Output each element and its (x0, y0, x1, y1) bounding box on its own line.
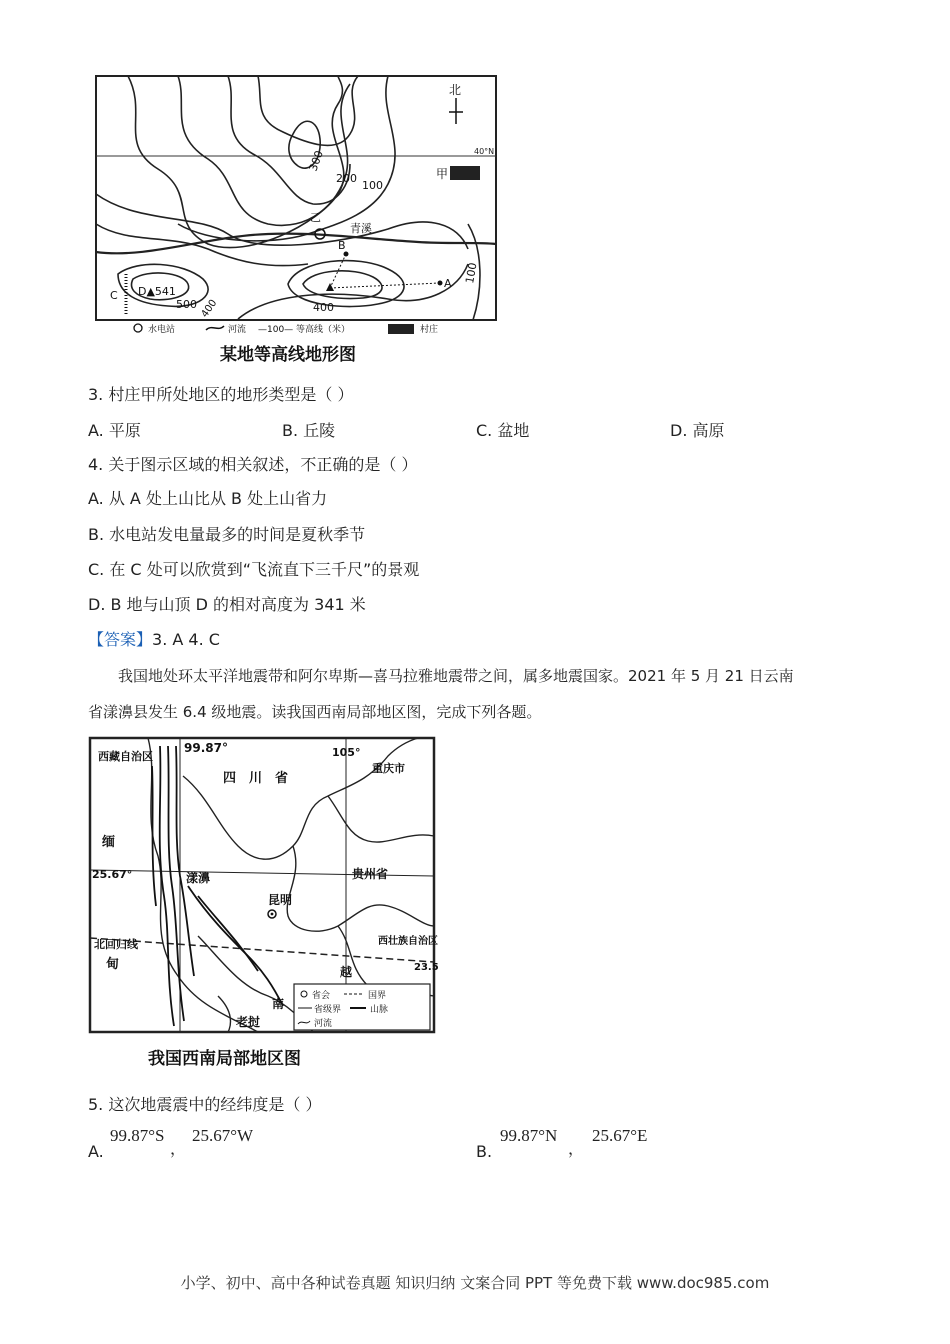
peak-icon (326, 283, 334, 291)
legend-contour: —100— 等高线（米） (258, 325, 351, 334)
answer-tag: 【答案】 (88, 630, 153, 649)
contour-label: 100 (463, 261, 480, 285)
point-a-label: A (444, 277, 452, 290)
label-tropic: 北回归线 (94, 938, 138, 951)
legend-village: 村庄 (420, 325, 439, 334)
label-lat-23: 23.5 (414, 962, 439, 973)
q3-option-c[interactable]: C. 盆地 (476, 421, 530, 440)
legend-capital: 省会 (312, 991, 331, 1001)
contour-label: 400 (313, 301, 334, 314)
village-label: 甲 (436, 167, 449, 181)
q3-stem: 3. 村庄甲所处地区的地形类型是（ ） (88, 385, 354, 404)
q4-option-c[interactable]: C. 在 C 处可以欣赏到“飞流直下三千尺”的景观 (88, 560, 420, 579)
label-myanmar-1: 缅 (102, 835, 116, 850)
map1-caption: 某地等高线地形图 (220, 345, 356, 365)
q5-option-b-comma: ， (568, 1141, 585, 1158)
contour-label: 100 (362, 179, 383, 192)
page-footer: 小学、初中、高中各种试卷真题 知识归纳 文案合同 PPT 等免费下载 www.doc985.com (180, 1274, 770, 1292)
contour-label: 300 (306, 148, 327, 174)
q5-option-a-letter[interactable]: A. (88, 1142, 104, 1161)
q5-option-a-value-2: 25.67°W (192, 1126, 254, 1145)
q4-option-d[interactable]: D. B 地与山顶 D 的相对高度为 341 米 (88, 595, 366, 614)
label-laos: 老挝 (236, 1015, 261, 1029)
legend-hydro-icon (134, 324, 142, 332)
q5-option-a-value-1: 99.87°S (110, 1126, 165, 1145)
label-guangxi: 西壮族自治区 (378, 936, 438, 947)
q3-option-d[interactable]: D. 高原 (670, 421, 725, 440)
answer-text: 3. A 4. C (152, 630, 220, 649)
label-chongqing: 重庆市 (372, 762, 405, 775)
contour-label: 400 (199, 297, 220, 320)
legend-river-2: 河流 (314, 1019, 333, 1029)
legend-river-icon (206, 326, 224, 330)
contour-label: 200 (336, 172, 357, 185)
river-name: 青溪 (350, 222, 372, 235)
q4-option-b[interactable]: B. 水电站发电量最多的时间是夏秋季节 (88, 525, 366, 544)
label-myanmar-2: 甸 (106, 957, 120, 972)
southwest-china-map (88, 736, 440, 1036)
label-vietnam-2: 南 (272, 997, 285, 1011)
point-d-label: D▲541 (138, 285, 176, 298)
legend-border: 国界 (368, 991, 387, 1001)
map2-caption: 我国西南局部地区图 (148, 1049, 301, 1069)
north-label: 北 (449, 83, 462, 97)
q4-option-a[interactable]: A. 从 A 处上山比从 B 处上山省力 (88, 489, 328, 508)
label-tibet: 西藏自治区 (98, 750, 153, 763)
label-lon-105: 105° (332, 746, 361, 759)
q3-option-a[interactable]: A. 平原 (88, 421, 141, 440)
yi-label: 乙 (310, 211, 321, 224)
q5-option-b-value-1: 99.87°N (500, 1126, 558, 1145)
point-c-label: C (110, 289, 118, 302)
contour-label: 500 (176, 298, 197, 311)
contour-map-figure (88, 74, 500, 334)
passage-line-2: 省漾濞县发生 6.4 级地震。读我国西南局部地区图，完成下列各题。 (88, 703, 542, 721)
legend-village-icon (388, 324, 414, 334)
legend-mountain: 山脉 (370, 1005, 389, 1015)
q3-option-b[interactable]: B. 丘陵 (282, 421, 336, 440)
label-vietnam-1: 越 (340, 965, 353, 979)
answer-line (88, 630, 220, 650)
legend-river: 河流 (228, 325, 247, 334)
label-yangbi: 漾濞 (186, 871, 211, 885)
passage-line-1: 我国地处环太平洋地震带和阿尔卑斯—喜马拉雅地震带之间，属多地震国家。2021 年 5 月 21 日云南 (118, 667, 794, 685)
legend-prov: 省级界 (314, 1005, 342, 1015)
legend-hydro: 水电站 (148, 325, 176, 334)
q5-option-a-comma: ， (170, 1141, 187, 1158)
label-guizhou: 贵州省 (352, 867, 389, 881)
village-icon (450, 166, 480, 180)
label-lon-99: 99.87° (184, 741, 228, 755)
point-b-label: B (338, 239, 346, 252)
q5-option-b-value-2: 25.67°E (592, 1126, 648, 1145)
contour-map (88, 74, 500, 334)
q5-stem: 5. 这次地震震中的经纬度是（ ） (88, 1095, 322, 1114)
label-kunming: 昆明 (268, 893, 293, 907)
label-sichuan: 四 川 省 (223, 771, 289, 786)
southwest-map-figure (88, 736, 440, 1036)
label-lat-25: 25.67° (92, 868, 133, 881)
q5-option-b-letter[interactable]: B. (476, 1142, 493, 1161)
lat-label: 40°N (474, 147, 495, 156)
q4-stem: 4. 关于图示区域的相关叙述，不正确的是（ ） (88, 455, 418, 474)
